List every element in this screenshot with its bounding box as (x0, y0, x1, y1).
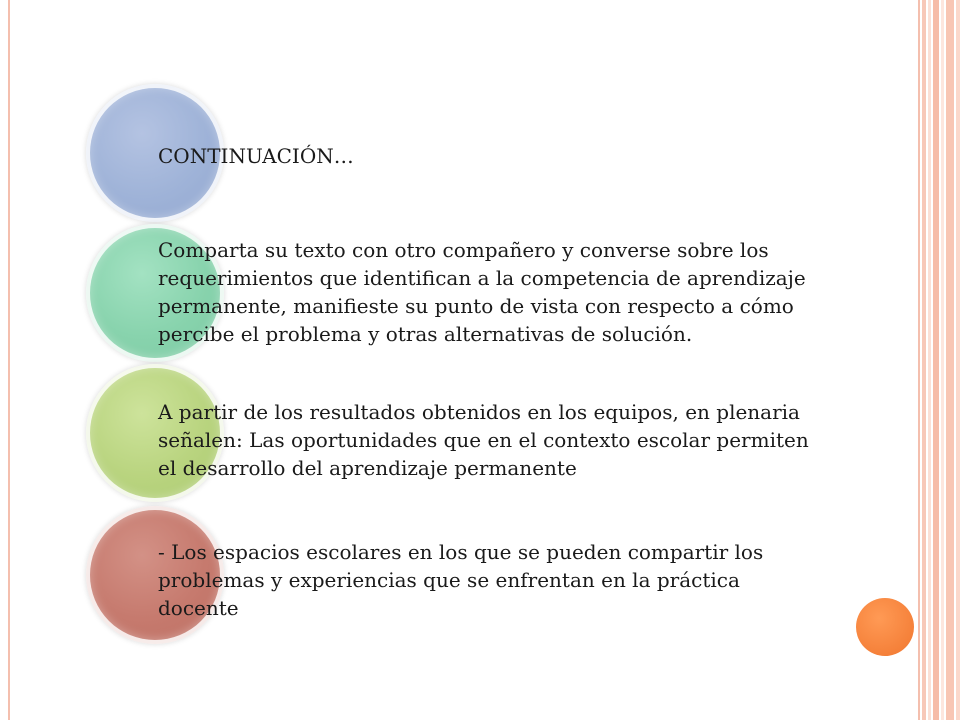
orange-dot-decoration (856, 598, 914, 656)
decorative-stripes (922, 0, 960, 720)
slide-heading: CONTINUACIÓN… (158, 144, 354, 168)
stripe (933, 0, 939, 720)
stripe (922, 0, 926, 720)
paragraph-plenaria: A partir de los resultados obtenidos en los equipos, en plenaria señalen: Las oportunidades que en el contexto escolar permiten el desarrollo del aprendizaje permanente (158, 400, 809, 480)
stripe (941, 0, 944, 720)
paragraph-compartir-texto: Comparta su texto con otro compañero y converse sobre los requerimientos que identifican a la competencia de aprendizaje permanente, manifieste su punto de vista con respecto a cómo percibe el problema y otras alternativas de solución. (158, 238, 806, 346)
stripe (946, 0, 954, 720)
stripe (956, 0, 960, 720)
stripe (928, 0, 931, 720)
paragraph-espacios-escolares: - Los espacios escolares en los que se pueden compartir los problemas y experiencias que se enfrentan en la práctica docente (158, 540, 764, 620)
